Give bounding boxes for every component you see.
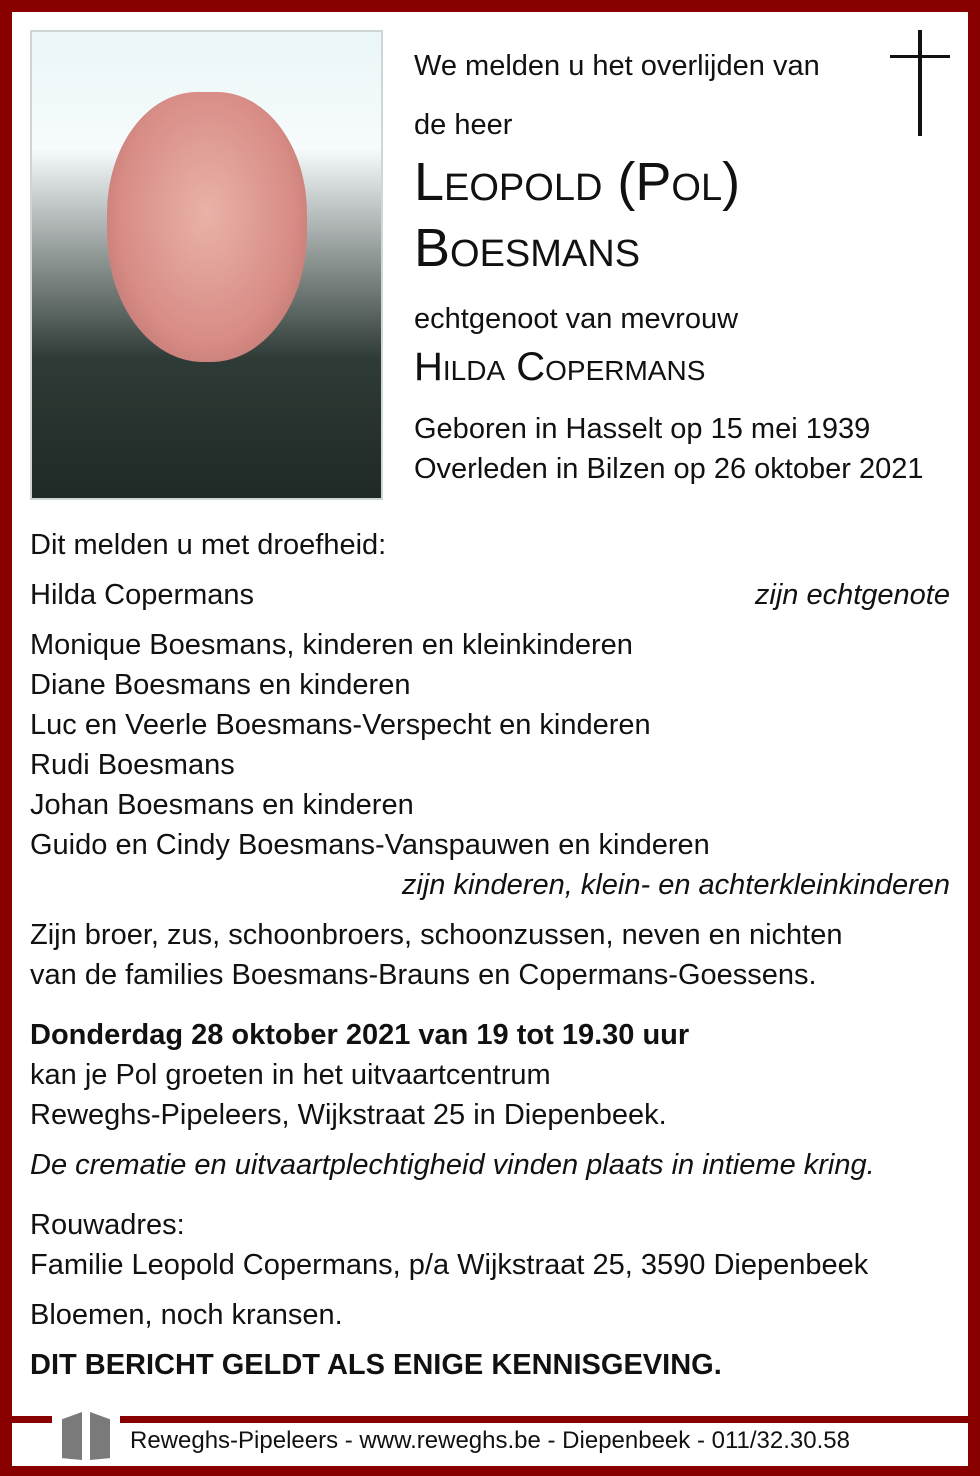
cross-icon <box>918 30 922 136</box>
death-info: Overleden in Bilzen op 26 oktober 2021 <box>414 453 924 485</box>
child-item: Rudi Boesmans <box>30 749 235 781</box>
cross-icon-bar <box>890 55 950 58</box>
child-item: Diane Boesmans en kinderen <box>30 669 411 701</box>
ceremony-note: De crematie en uitvaartplechtigheid vinden plaats in intieme kring. <box>30 1149 875 1181</box>
child-item: Johan Boesmans en kinderen <box>30 789 414 821</box>
portrait-photo <box>30 30 383 500</box>
visit-line: kan je Pol groeten in het uitvaartcentrum <box>30 1059 551 1091</box>
visit-location: Reweghs-Pipeleers, Wijkstraat 25 in Diepenbeek. <box>30 1099 667 1131</box>
portrait-face <box>107 92 307 362</box>
spouse-role: zijn echtgenote <box>754 579 950 611</box>
footer-divider <box>12 1416 968 1423</box>
spouse-name: Hilda Copermans <box>414 345 706 389</box>
mourner-spouse: Hilda Copermans <box>30 579 255 611</box>
footer-contact: Reweghs-Pipeleers - www.reweghs.be - Diepenbeek - 011/32.30.58 <box>130 1427 850 1454</box>
child-item: Luc en Veerle Boesmans-Verspecht en kinderen <box>30 709 651 741</box>
deceased-name-line2: Boesmans <box>414 218 641 278</box>
flowers-note: Bloemen, noch kransen. <box>30 1299 343 1331</box>
intro-text: We melden u het overlijden van <box>414 50 820 82</box>
children-role: zijn kinderen, klein- en achterkleinkinderen <box>401 869 950 901</box>
address-label: Rouwadres: <box>30 1209 185 1241</box>
address-value: Familie Leopold Copermans, p/a Wijkstraat 25, 3590 Diepenbeek <box>30 1249 869 1281</box>
title-text: de heer <box>414 109 513 141</box>
notice-text: DIT BERICHT GELDT ALS ENIGE KENNISGEVING. <box>30 1349 722 1381</box>
family-line: van de families Boesmans-Brauns en Copermans-Goessens. <box>30 959 817 991</box>
child-item: Guido en Cindy Boesmans-Vanspauwen en kinderen <box>30 829 710 861</box>
birth-info: Geboren in Hasselt op 15 mei 1939 <box>414 413 871 445</box>
spouse-intro: echtgenoot van mevrouw <box>414 303 739 335</box>
mourners-intro: Dit melden u met droefheid: <box>30 529 387 561</box>
child-item: Monique Boesmans, kinderen en kleinkinderen <box>30 629 633 661</box>
family-line: Zijn broer, zus, schoonbroers, schoonzussen, neven en nichten <box>30 919 843 951</box>
deceased-name-line1: Leopold (Pol) <box>414 152 741 212</box>
funeral-home-logo <box>52 1408 120 1466</box>
visit-date: Donderdag 28 oktober 2021 van 19 tot 19.30 uur <box>30 1019 690 1051</box>
